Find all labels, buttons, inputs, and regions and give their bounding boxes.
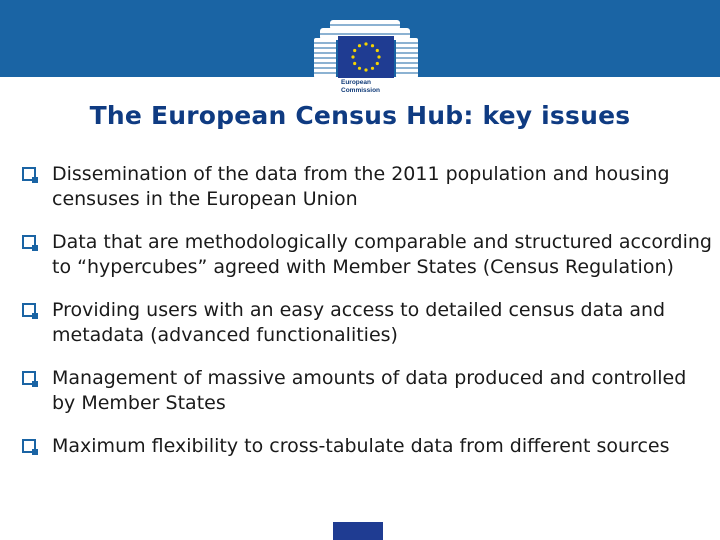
logo-label — [341, 79, 401, 94]
bullet-item — [20, 298, 715, 347]
logo-label-line1: European — [341, 79, 371, 86]
slide-title: The European Census Hub: key issues — [89, 101, 631, 130]
bullet-list — [20, 162, 715, 459]
checkbox-square-icon — [22, 439, 36, 453]
bullet-item — [20, 162, 715, 211]
bullet-text: Data that are methodologically comparable and structured according to “hypercubes” agreed with Member States (Census Regulation) — [52, 231, 712, 278]
checkbox-square-icon — [22, 235, 36, 249]
bullet-item — [20, 230, 715, 279]
checkbox-square-icon — [22, 303, 36, 317]
bullet-text: Maximum flexibility to cross-tabulate data from different sources — [52, 435, 670, 457]
checkbox-square-icon — [22, 371, 36, 385]
bullet-text: Providing users with an easy access to detailed census data and metadata (advanced functionalities) — [52, 299, 666, 346]
footer-bar — [333, 522, 383, 540]
logo-label-line2: Commission — [341, 86, 381, 94]
bullet-item — [20, 366, 715, 415]
checkbox-square-icon — [22, 167, 36, 181]
bullet-text: Management of massive amounts of data produced and controlled by Member States — [52, 367, 687, 414]
bullet-text: Dissemination of the data from the 2011 population and housing censuses in the European Union — [52, 163, 670, 210]
bullet-item — [20, 434, 715, 459]
